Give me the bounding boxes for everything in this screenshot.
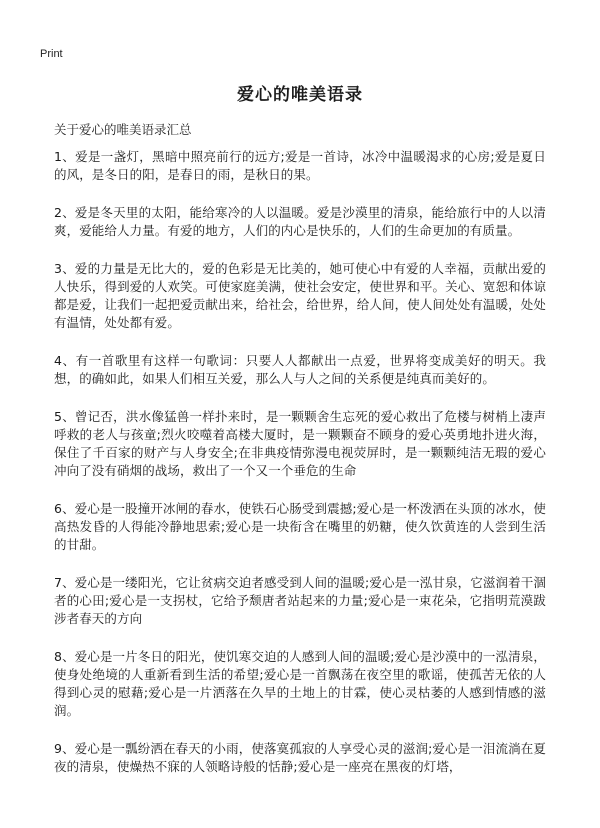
quote-item-9: 9、爱心是一瓢纷洒在春天的小雨，使落寞孤寂的人享受心灵的滋润;爱心是一泪流淌在夏夜的清泉，使燥热不寐的人领略诗般的恬静;爱心是一座亮在黑夜的灯塔， xyxy=(54,741,546,774)
quote-item-3: 3、爱的力量是无比大的，爱的色彩是无比美的，她可使心中有爱的人幸福，贡献出爱的人快乐，得到爱的人欢笑。可使家庭美满，使社会安定，使世界和平。关心、宽恕和体谅都是爱，让我们一起把爱贡献出来，给社会，给世界，给人间，使人间处处有温暖，处处有温情，处处都有爱。 xyxy=(54,261,546,330)
page-title: 爱心的唯美语录 xyxy=(237,85,363,105)
print-link[interactable]: Print xyxy=(40,48,63,60)
quote-item-8: 8、爱心是一片冬日的阳光，使饥寒交迫的人感到人间的温暖;爱心是沙漠中的一泓清泉，使身处绝境的人重新看到生活的希望;爱心是一首飘荡在夜空里的歌谣，使孤苦无依的人得到心灵的慰藉;爱心是一片洒落在久旱的土地上的甘霖，使心灵枯萎的人感到情感的滋润。 xyxy=(54,649,546,718)
quote-item-4: 4、有一首歌里有这样一句歌词：只要人人都献出一点爱，世界将变成美好的明天。我想，的确如此，如果人们相互关爱，那么人与人之间的关系便是纯真而美好的。 xyxy=(54,353,546,386)
quote-item-2: 2、爱是冬天里的太阳，能给寒冷的人以温暖。爱是沙漠里的清泉，能给旅行中的人以清爽，爱能给人力量。有爱的地方，人们的内心是快乐的，人们的生命更加的有质量。 xyxy=(54,205,546,238)
quote-item-5: 5、曾记否，洪水像猛兽一样扑来时，是一颗颗舍生忘死的爱心救出了危楼与树梢上凄声呼救的老人与孩童;烈火咬噬着高楼大厦时，是一颗颗奋不顾身的爱心英勇地扑进火海，保住了千百家的财产与人身安全;在非典疫情弥漫电视荧屏时，是一颗颗纯洁无瑕的爱心冲向了没有硝烟的战场，救出了一个又一个垂危的生命 xyxy=(54,409,546,478)
quote-item-1: 1、爱是一盏灯，黑暗中照亮前行的远方;爱是一首诗，冰冷中温暖渴求的心房;爱是夏日的风，是冬日的阳，是春日的雨，是秋日的果。 xyxy=(54,149,546,182)
intro-text: 关于爱心的唯美语录汇总 xyxy=(54,122,192,137)
quote-item-7: 7、爱心是一缕阳光，它让贫病交迫者感受到人间的温暖;爱心是一泓甘泉，它滋润着干涸者的心田;爱心是一支拐杖，它给予颓唐者站起来的力量;爱心是一束花朵，它指明荒漠跋涉者春天的方向 xyxy=(54,575,546,626)
quote-item-6: 6、爱心是一股撞开冰闸的春水，使铁石心肠受到震撼;爱心是一杯泼洒在头顶的冰水，使高热发昏的人得能冷静地思索;爱心是一块衔含在嘴里的奶糖，使久饮黄连的人尝到生活的甘甜。 xyxy=(54,501,546,552)
quote-list xyxy=(54,148,546,796)
